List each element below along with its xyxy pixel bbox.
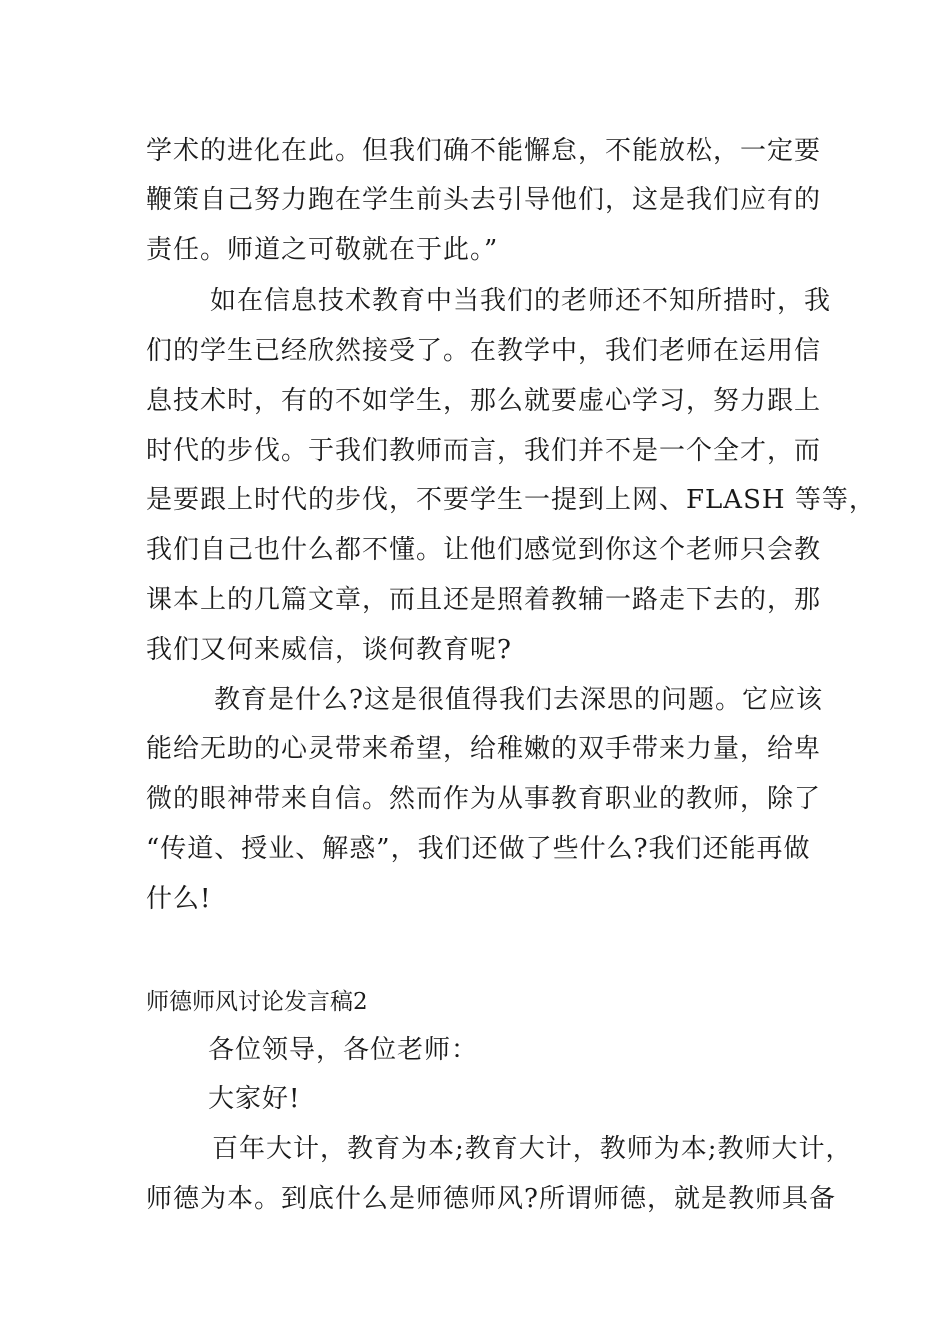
paragraph-2-line-6: 我们自己也什么都不懂。让他们感觉到你这个老师只会教: [146, 535, 822, 565]
paragraph-3-line-2: 能给无助的心灵带来希望，给稚嫩的双手带来力量，给卑: [146, 734, 822, 764]
paragraph-1-line-2: 鞭策自己努力跑在学生前头去引导他们，这是我们应有的: [146, 185, 822, 215]
paragraph-3-line-4: “传道、授业、解惑”，我们还做了些什么?我们还能再做: [146, 834, 811, 864]
paragraph-4-line-1: 百年大计，教育为本;教育大计，教师为本;教师大计，: [212, 1134, 853, 1164]
paragraph-1-line-1: 学术的进化在此。但我们确不能懈怠，不能放松，一定要: [146, 136, 822, 166]
greeting: 大家好!: [208, 1084, 301, 1114]
paragraph-3-line-1: 教育是什么?这是很值得我们去深思的问题。它应该: [214, 685, 823, 715]
paragraph-2-line-7: 课本上的几篇文章，而且还是照着教辅一路走下去的，那: [146, 585, 822, 615]
paragraph-4-line-2: 师德为本。到底什么是师德师风?所谓师德，就是教师具备: [146, 1184, 836, 1214]
salutation: 各位领导，各位老师：: [208, 1035, 479, 1065]
paragraph-3-line-3: 微的眼神带来自信。然而作为从事教育职业的教师，除了: [146, 784, 822, 814]
section-title: 师德师风讨论发言稿2: [146, 989, 368, 1015]
paragraph-2-line-3: 息技术时，有的不如学生，那么就要虚心学习，努力跟上: [146, 386, 822, 416]
paragraph-2-line-4: 时代的步伐。于我们教师而言，我们并不是一个全才，而: [146, 436, 822, 466]
paragraph-3-line-5: 什么!: [146, 884, 212, 914]
paragraph-2-line-1: 如在信息技术教育中当我们的老师还不知所措时，我: [210, 286, 832, 316]
paragraph-2-line-8: 我们又何来威信，谈何教育呢?: [146, 635, 512, 665]
paragraph-1-line-3: 责任。师道之可敬就在于此。”: [146, 235, 499, 265]
paragraph-2-line-5: 是要跟上时代的步伐，不要学生一提到上网、FLASH 等等，: [146, 485, 876, 515]
paragraph-2-line-2: 们的学生已经欣然接受了。在教学中，我们老师在运用信: [146, 336, 822, 366]
